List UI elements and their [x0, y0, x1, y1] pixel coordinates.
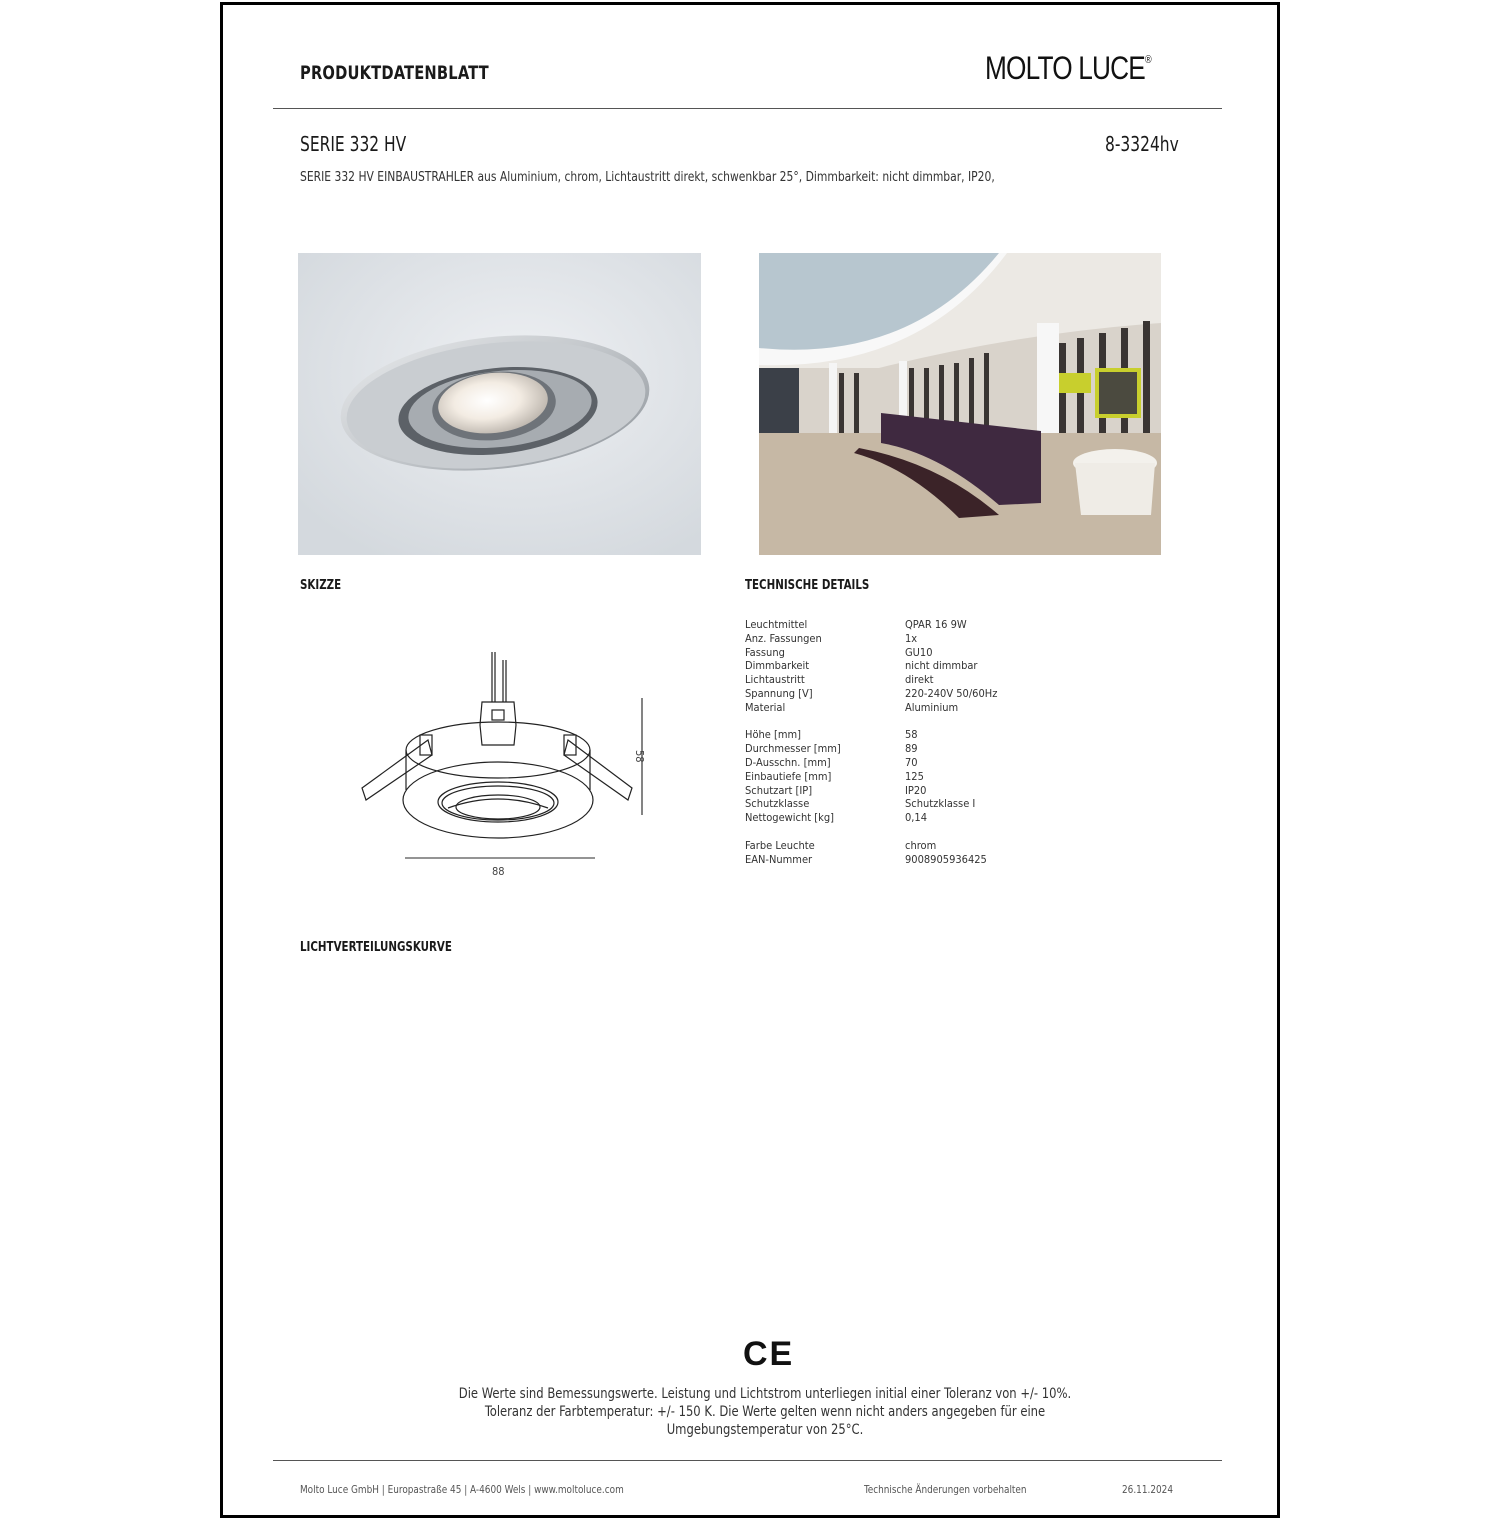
spec-label: Schutzklasse	[745, 797, 810, 810]
dimension-height: 58	[633, 750, 646, 763]
spec-label: Nettogewicht [kg]	[745, 811, 834, 824]
spec-label: Dimmbarkeit	[745, 659, 810, 672]
tolerance-note	[337, 1385, 1193, 1439]
spec-value: nicht dimmbar	[905, 659, 978, 672]
spec-value: 58	[905, 728, 918, 741]
spec-label: Anz. Fassungen	[745, 632, 822, 645]
spec-value: 0,14	[905, 811, 928, 824]
header-divider	[273, 108, 1222, 109]
spec-row	[745, 756, 918, 770]
spec-label: Einbautiefe [mm]	[745, 770, 832, 783]
spec-value: GU10	[905, 646, 933, 659]
light-curve-heading: LICHTVERTEILUNGSKURVE	[300, 940, 452, 955]
spec-label: Material	[745, 701, 786, 714]
spec-row	[745, 659, 978, 673]
spec-row	[745, 618, 967, 632]
technical-sketch	[340, 640, 680, 890]
document-date: 26.11.2024	[1122, 1483, 1173, 1496]
spec-row	[745, 839, 936, 853]
spec-value: Schutzklasse I	[905, 797, 976, 810]
spec-label: Höhe [mm]	[745, 728, 802, 741]
spec-label: Lichtaustritt	[745, 673, 805, 686]
spec-value: 1x	[905, 632, 918, 645]
spec-row	[745, 687, 997, 701]
spotlight-drawing	[340, 640, 680, 890]
spec-label: Fassung	[745, 646, 785, 659]
spec-label: Leuchtmittel	[745, 618, 808, 631]
spec-row	[745, 673, 934, 687]
dimension-width: 88	[492, 865, 505, 878]
hotel-lobby-illustration	[759, 253, 1161, 555]
spec-value: chrom	[905, 839, 937, 852]
application-photo	[759, 253, 1161, 555]
spec-label: Durchmesser [mm]	[745, 742, 841, 755]
spec-value: 70	[905, 756, 918, 769]
spec-label: Farbe Leuchte	[745, 839, 815, 852]
sketch-heading: SKIZZE	[300, 578, 342, 593]
spec-row	[745, 742, 918, 756]
spec-label: D-Ausschn. [mm]	[745, 756, 831, 769]
spec-label: Spannung [V]	[745, 687, 813, 700]
product-series: SERIE 332 HV	[300, 132, 407, 156]
spec-value: 89	[905, 742, 918, 755]
registered-mark: ®	[1144, 54, 1151, 66]
spec-value: IP20	[905, 784, 927, 797]
spec-row	[745, 853, 987, 867]
spec-value: 125	[905, 770, 924, 783]
spec-row	[745, 701, 958, 715]
brand-name: MOLTO LUCE	[985, 50, 1145, 86]
spec-row	[745, 770, 924, 784]
spotlight-illustration	[298, 253, 701, 555]
spec-row	[745, 797, 975, 811]
spec-row	[745, 646, 933, 660]
spec-value: Aluminium	[905, 701, 959, 714]
document-title: PRODUKTDATENBLATT	[300, 62, 489, 84]
footer-divider	[273, 1460, 1222, 1461]
spec-value: 9008905936425	[905, 853, 987, 866]
note-line: Umgebungstemperatur von 25°C.	[666, 1422, 864, 1438]
brand-logo	[985, 50, 1151, 87]
note-line: Toleranz der Farbtemperatur: +/- 150 K. Die Werte gelten wenn nicht anders angegeben für eine	[484, 1404, 1046, 1420]
product-photo	[298, 253, 701, 555]
spec-row	[745, 728, 918, 742]
spec-row	[745, 784, 926, 798]
product-description: SERIE 332 HV EINBAUSTRAHLER aus Aluminium, chrom, Lichtaustritt direkt, schwenkbar 25°, Dimmbarkeit: nicht dimmbar, IP20,	[300, 170, 995, 185]
disclaimer: Technische Änderungen vorbehalten	[864, 1483, 1027, 1496]
spec-label: Schutzart [IP]	[745, 784, 813, 797]
spec-value: direkt	[905, 673, 934, 686]
spec-value: 220-240V 50/60Hz	[905, 687, 998, 700]
note-line: Die Werte sind Bemessungswerte. Leistung und Lichtstrom unterliegen initial einer Toleranz von +/- 10%.	[458, 1386, 1072, 1402]
spec-label: EAN-Nummer	[745, 853, 813, 866]
tech-details-heading: TECHNISCHE DETAILS	[745, 578, 870, 593]
spec-value: QPAR 16 9W	[905, 618, 967, 631]
article-number: 8-3324hv	[1105, 132, 1179, 156]
spec-row	[745, 632, 917, 646]
spec-row	[745, 811, 927, 825]
ce-mark-icon: CE	[743, 1335, 795, 1373]
company-address: Molto Luce GmbH | Europastraße 45 | A-4600 Wels | www.moltoluce.com	[300, 1483, 624, 1496]
